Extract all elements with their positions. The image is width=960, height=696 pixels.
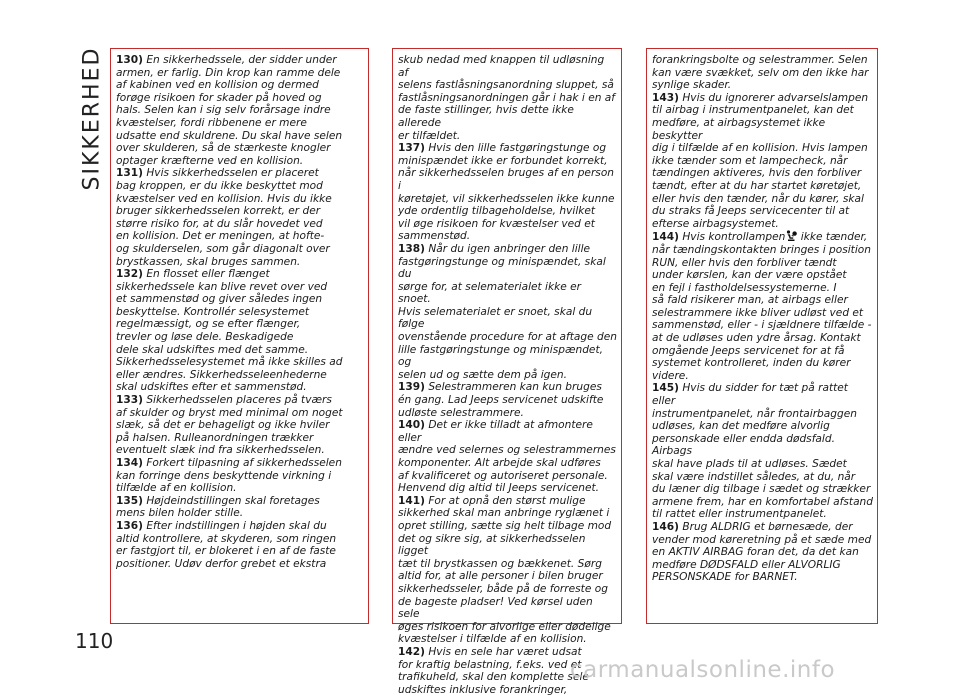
note-number: 145) xyxy=(652,382,679,395)
note-paragraph xyxy=(116,394,364,457)
note-number: 136) xyxy=(116,519,143,532)
note-text: For at opnå den størst mulige sikkerhed skal man anbringe ryglænet i opret stilling, sætte sig helt tilbage mod det og sikre sig, at sikkerhedsselen ligget tæt til brystkassen og bækkenet. Sørg altid for, at alle personer i bilen bruger sikkerhedsseler, både på de forreste og de bageste pladser! Ved kørsel uden sele øges risikoen for alvorlige eller dødelige kvæstelser i tilfælde af en kollision. xyxy=(398,494,612,646)
note-paragraph xyxy=(652,382,873,521)
note-number: 133) xyxy=(116,394,143,407)
note-text: En flosset eller flænget sikkerhedssele kan blive revet over ved et sammenstød og giver således ingen beskyttelse. Kontrollér selesystemet regelmæssigt, og se efter flænger, trevler og løse dele. Beskadigede dele skal udskiftes med det samme. Sikkerhedsselesystemet må ikke skilles ad eller ændres. Sikkerhedsseleenhederne skal udskiftes efter et sammenstød. xyxy=(116,268,343,394)
note-paragraph xyxy=(116,167,364,268)
note-paragraph xyxy=(652,54,873,92)
note-paragraph xyxy=(398,495,617,646)
note-paragraph xyxy=(116,457,364,495)
note-number: 135) xyxy=(116,494,143,507)
note-number: 132) xyxy=(116,268,143,281)
note-text: Højdeindstillingen skal foretages mens bilen holder stille. xyxy=(116,494,320,520)
airbag-warning-icon xyxy=(785,230,797,242)
note-column-2 xyxy=(392,48,622,696)
note-text: Hvis du sidder for tæt på rattet eller instrumentpanelet, når frontairbaggen udløses, kan det medføre alvorlig personskade eller endda dødsfald. Airbags skal have plads til at udløses. Sædet skal være indstillet således, at du, når du læner dig tilbage i sædet og strækker armene frem, har en komfortabel afstand til rattet eller instrumentpanelet. xyxy=(652,382,873,521)
note-text: Efter indstillingen i højden skal du altid kontrollere, at skyderen, som ringen er fastgjort til, er blokeret i en af de faste positioner. Udøv derfor grebet et ekstra xyxy=(116,519,337,570)
note-text: Når du igen anbringer den lille fastgøringstunge og minispændet, skal du sørge for, at selematerialet ikke er snoet. Hvis selematerialet er snoet, skal du følge ovenstående procedure for at aftage den lille fastgøringstunge og minispændet, og selen ud og sætte dem på igen. xyxy=(398,242,617,381)
note-column-1 xyxy=(110,48,369,624)
note-paragraph xyxy=(116,54,364,167)
note-paragraph xyxy=(398,142,617,243)
note-number: 141) xyxy=(398,494,425,507)
note-text: Hvis kontrollampen xyxy=(678,231,786,244)
note-paragraph xyxy=(116,495,364,520)
note-text: Sikkerhedsselen placeres på tværs af skulder og bryst med minimal om noget slæk, så det er behageligt og ikke hviler på halsen. Rulleanordningen trækker eventuelt slæk ind fra sikkerhedsselen. xyxy=(116,394,343,457)
note-text: Hvis den lille fastgøringstunge og minispændet ikke er forbundet korrekt, når sikkerhedsselen bruges af en person i køretøjet, vil sikkerhedsselen ikke kunne yde ordentlig tilbageholdelse, hvilket vil øge risikoen for kvæstelser ved et sammenstød. xyxy=(398,142,615,243)
note-paragraph xyxy=(398,54,617,142)
note-text: Hvis sikkerhedsselen er placeret bag kroppen, er du ikke beskyttet mod kvæstelser ved en kollision. Hvis du ikke bruger sikkerhedsselen korrekt, er der større risiko for, at du slår hovedet ved en kollision. Det er meningen, at hofte- og skulderselen, som går diagonalt over brystkassen, skal bruges sammen. xyxy=(116,167,332,268)
note-number: 139) xyxy=(398,381,425,394)
note-text: Hvis du ignorerer advarselslampen til airbag i instrumentpanelet, kan det medføre, at airbagsystemet ikke beskytter dig i tilfælde af en kollision. Hvis lampen ikke tænder som et lampecheck, når tændingen aktiveres, hvis den forbliver tændt, efter at du har startet køretøjet, eller hvis den tænder, når du kører, skal du straks få Jeeps servicecenter til at efterse airbagsystemet. xyxy=(652,91,869,230)
note-number: 138) xyxy=(398,242,425,255)
note-text: Selestrammeren kan kun bruges én gang. Lad Jeeps servicenet udskifte udløste selestrammere. xyxy=(398,381,604,419)
note-text: Forkert tilpasning af sikkerhedsselen kan forringe dens beskyttende virkning i tilfælde af en kollision. xyxy=(116,457,342,495)
note-paragraph xyxy=(398,419,617,495)
note-paragraph xyxy=(116,520,364,570)
note-number: 131) xyxy=(116,167,143,180)
note-number: 140) xyxy=(398,419,425,432)
note-paragraph xyxy=(652,92,873,231)
note-number: 146) xyxy=(652,520,679,533)
note-number: 130) xyxy=(116,54,143,66)
note-number: 137) xyxy=(398,142,425,155)
section-title: SIKKERHED xyxy=(79,46,105,190)
note-text-continued: ikke tænder, når tændingskontakten bringes i position RUN, eller hvis den forbliver tændt under kørslen, kan der være opstået en fejl i fastholdelsessystemerne. I så fald risikerer man, at airbags eller selestrammere ikke bliver udløst ved et sammenstød, eller - i sjældnere tilfælde - at de udløses uden ydre årsag. Kontakt omgående Jeeps servicenet for at få systemet kontrolleret, inden du kører videre. xyxy=(652,231,872,382)
note-paragraph xyxy=(652,230,873,382)
note-paragraph xyxy=(398,243,617,382)
note-text: En sikkerhedssele, der sidder under armen, er farlig. Din krop kan ramme dele af kabinen ved en kollision og dermed forøge risikoen for skader på hoved og hals. Selen kan i sig selv forårsage indre kvæstelser, fordi ribbenene er mere udsatte end skuldrene. Du skal have selen over skulderen, så de stærkeste knogler optager kræfterne ved en kollision. xyxy=(116,54,343,167)
page-number: 110 xyxy=(75,629,114,653)
note-text: Det er ikke tilladt at afmontere eller ændre ved selernes og selestrammernes komponenter. Alt arbejde skal udføres af kvalificeret og autoriseret personale. Henvend dig altid til Jeeps servicenet. xyxy=(398,419,616,495)
note-number: 142) xyxy=(398,645,425,658)
note-paragraph xyxy=(116,268,364,394)
note-paragraph xyxy=(398,381,617,419)
note-column-3 xyxy=(646,48,878,624)
note-text: forankringsbolte og selestrammer. Selen kan være svækket, selv om den ikke har synlige skader. xyxy=(652,54,869,92)
note-text: skub nedad med knappen til udløsning af selens fastlåsningsanordning sluppet, så fastlåsningsanordningen går i hak i en af de faste stillinger, hvis dette ikke allerede er tilfældet. xyxy=(398,54,616,142)
watermark: carmanualsonline.info xyxy=(570,657,836,683)
note-number: 134) xyxy=(116,457,143,469)
note-number: 143) xyxy=(652,91,679,104)
note-paragraph xyxy=(652,521,873,584)
note-number: 144) xyxy=(652,231,679,244)
note-text: Hvis en sele har været udsat for kraftig belastning, f.eks. ved et trafikuheld, skal den komplette sele udskiftes inklusive forankringer, xyxy=(398,645,589,696)
note-text: Brug ALDRIG et børnesæde, der vender mod køreretning på et sæde med en AKTIV AIRBAG foran det, da det kan medføre DØDSFALD eller ALVORLIG PERSONSKADE for BARNET. xyxy=(652,520,872,584)
